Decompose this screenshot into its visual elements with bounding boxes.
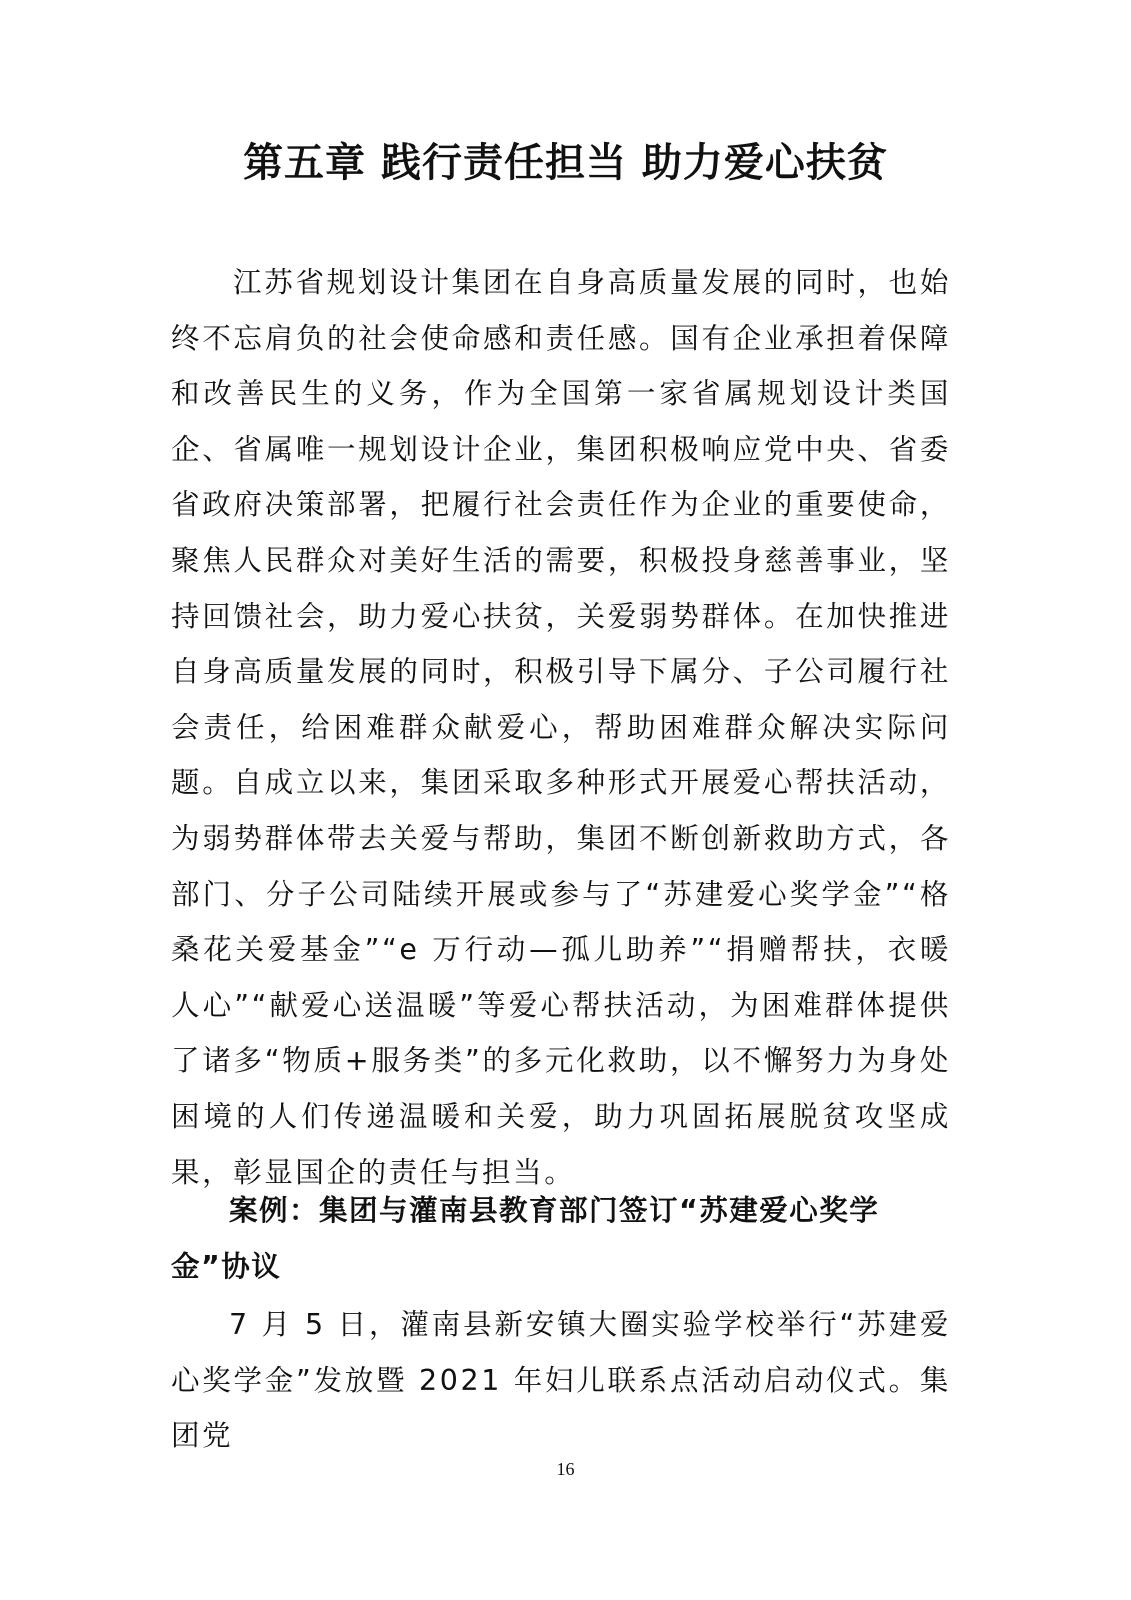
chapter-title: 第五章 践行责任担当 助力爱心扶贫 (243, 139, 888, 186)
intro-paragraph: 江苏省规划设计集团在自身高质量发展的同时，也始终不忘肩负的社会使命感和责任感。国有企业承担着保障和改善民生的义务，作为全国第一家省属规划设计类国企、省属唯一规划设计企业，集团积极响应党中央、省委省政府决策部署，把履行社会责任作为企业的重要使命，聚焦人民群众对美好生活的需要，积极投身慈善事业，坚持回馈社会，助力爱心扶贫，关爱弱势群体。在加快推进自身高质量发展的同时，积极引导下属分、子公司履行社会责任，给困难群众献爱心，帮助困难群众解决实际问题。自成立以来，集团采取多种形式开展爱心帮扶活动，为弱势群体带去关爱与帮助，集团不断创新救助方式，各部门、分子公司陆续开展或参与了“苏建爱心奖学金”“格桑花关爱基金”“e 万行动—孤儿助养”“捐赠帮扶，衣暖人心”“献爱心送温暖”等爱心帮扶活动，为困难群体提供了诸多“物质+服务类”的多元化救助，以不懈努力为身处困境的人们传递温暖和关爱，助力巩固拓展脱贫攻坚成果，彰显国企的责任与担当。 (171, 266, 951, 1189)
case-heading: 案例：集团与灌南县教育部门签订“苏建爱心奖学金”协议 (171, 1194, 880, 1283)
page-number: 16 (556, 1459, 575, 1479)
case-paragraph: 7 月 5 日，灌南县新安镇大圈实验学校举行“苏建爱心奖学金”发放暨 2021 年妇儿联系点活动启动仪式。集团党 (171, 1308, 951, 1453)
